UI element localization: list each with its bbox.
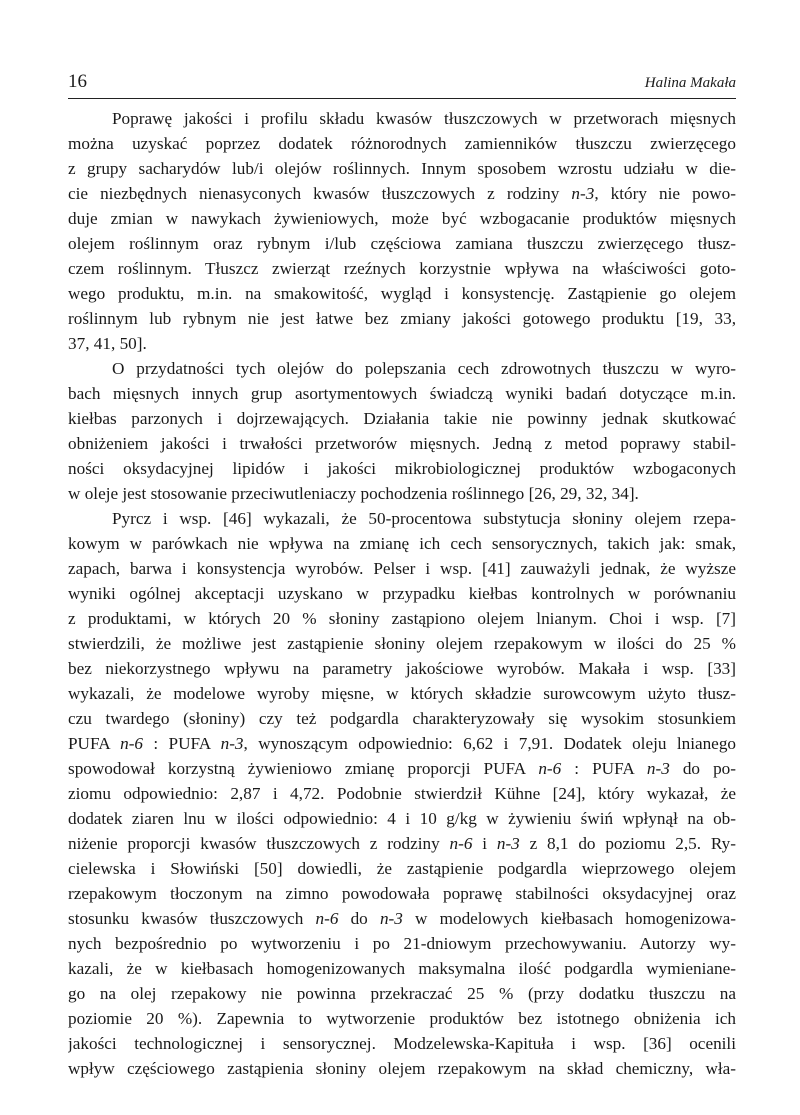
text-line: z produktami, w których 20 % słoniny zastąpiono olejem lnianym. Choi i wsp. [7] [68, 609, 736, 628]
text-line: spowodował korzystną żywieniowo zmianę proporcji PUFA n-6 : PUFA n-3 do po- [68, 759, 736, 778]
text-line: bez niekorzystnego wpływu na parametry jakościowe wyrobów. Makała i wsp. [33] [68, 659, 736, 678]
text-line: roślinnym lub rybnym nie jest łatwe bez zmiany jakości gotowego produktu [19, 33, [68, 309, 736, 328]
text-line: niżenie proporcji kwasów tłuszczowych z rodziny n-6 i n-3 z 8,1 do poziomu 2,5. Ry- [68, 834, 736, 853]
text-line: nych bezpośrednio po wytworzeniu i po 21-dniowym przechowywaniu. Autorzy wy- [68, 934, 736, 953]
text-line: ności oksydacyjnej lipidów i jakości mikrobiologicznej produktów wzbogaconych [68, 459, 736, 478]
text-line: stwierdzili, że możliwe jest zastąpienie słoniny olejem rzepakowym w ilości do 25 % [68, 634, 736, 653]
text-line: kazali, że w kiełbasach homogenizowanych maksymalna ilość podgardla wymieniane- [68, 959, 736, 978]
text-line: czem roślinnym. Tłuszcz zwierząt rzeźnych korzystnie wpływa na właściwości goto- [68, 259, 736, 278]
text-line: olejem roślinnym oraz rybnym i/lub częściowa zamiana tłuszczu zwierzęcego tłusz- [68, 234, 736, 253]
text-line: stosunku kwasów tłuszczowych n-6 do n-3 w modelowych kiełbasach homogenizowa- [68, 909, 736, 928]
text-line: czu twardego (słoniny) czy też podgardla charakteryzowały się wysokim stosunkiem [68, 709, 736, 728]
text-line: wpływ częściowego zastąpienia słoniny olejem rzepakowym na skład chemiczny, wła- [68, 1059, 736, 1078]
running-author: Halina Makała [644, 75, 736, 91]
text-line: bach mięsnych innych grup asortymentowych świadczą wyniki badań dotyczące m.in. [68, 384, 736, 403]
text-line: kowym w parówkach nie wpływa na zmianę ich cech sensorycznych, takich jak: smak, [68, 534, 736, 553]
text-line: cielewska i Słowiński [50] dowiedli, że zastąpienie podgardla wieprzowego olejem [68, 859, 736, 878]
paragraph [68, 356, 736, 506]
text-line: go na olej rzepakowy nie powinna przekraczać 25 % (przy dodatku tłuszczu na [68, 984, 736, 1003]
running-header [68, 70, 736, 99]
text-line: zapach, barwa i konsystencja wyrobów. Pelser i wsp. [41] zauważyli jednak, że wyższe [68, 559, 736, 578]
text-line: w oleje jest stosowanie przeciwutleniaczy pochodzenia roślinnego [26, 29, 32, 34]. [68, 484, 639, 503]
text-line: PUFA n-6 : PUFA n-3, wynoszącym odpowiednio: 6,62 i 7,91. Dodatek oleju lnianego [68, 734, 736, 753]
text-line: Poprawę jakości i profilu składu kwasów tłuszczowych w przetworach mięsnych [112, 109, 736, 128]
text-line: O przydatności tych olejów do polepszania cech zdrowotnych tłuszczu w wyro- [112, 359, 736, 378]
page-number: 16 [68, 71, 87, 92]
text-line: wego produktu, m.in. na smakowitość, wygląd i konsystencję. Zastąpienie go olejem [68, 284, 736, 303]
text-line: ziomu odpowiednio: 2,87 i 4,72. Podobnie stwierdził Kühne [24], który wykazał, że [68, 784, 736, 803]
text-line: duje zmian w nawykach żywieniowych, może być wzbogacanie produktów mięsnych [68, 209, 736, 228]
text-line: rzepakowym tłoczonym na zimno powodowała poprawę stabilności oksydacyjnej oraz [68, 884, 736, 903]
text-line: jakości technologicznej i sensorycznej. Modzelewska-Kapituła i wsp. [36] ocenili [68, 1034, 736, 1053]
text-line: kiełbas parzonych i dojrzewających. Działania takie nie powinny jednak skutkować [68, 409, 736, 428]
text-line: wykazali, że modelowe wyroby mięsne, w których składzie surowcowym użyto tłusz- [68, 684, 736, 703]
body-text [68, 106, 736, 1081]
paragraph [68, 106, 736, 356]
text-line: poziomie 20 %). Zapewnia to wytworzenie produktów bez istotnego obniżenia ich [68, 1009, 736, 1028]
text-line: Pyrcz i wsp. [46] wykazali, że 50-procentowa substytucja słoniny olejem rzepa- [112, 509, 736, 528]
text-line: można uzyskać poprzez dodatek różnorodnych zamienników tłuszczu zwierzęcego [68, 134, 736, 153]
paragraph [68, 506, 736, 1081]
text-line: wyniki ogólnej akceptacji uzyskano w przypadku kiełbas kontrolnych w porównaniu [68, 584, 736, 603]
text-line: obniżeniem jakości i trwałości przetworów mięsnych. Jedną z metod poprawy stabil- [68, 434, 736, 453]
text-line: cie niezbędnych nienasyconych kwasów tłuszczowych z rodziny n-3, który nie powo- [68, 184, 736, 203]
text-line: dodatek ziaren lnu w ilości odpowiednio: 4 i 10 g/kg w żywieniu świń wpłynął na ob- [68, 809, 736, 828]
text-line: 37, 41, 50]. [68, 334, 147, 353]
text-line: z grupy sacharydów lub/i olejów roślinnych. Innym sposobem wzrostu udziału w die- [68, 159, 736, 178]
